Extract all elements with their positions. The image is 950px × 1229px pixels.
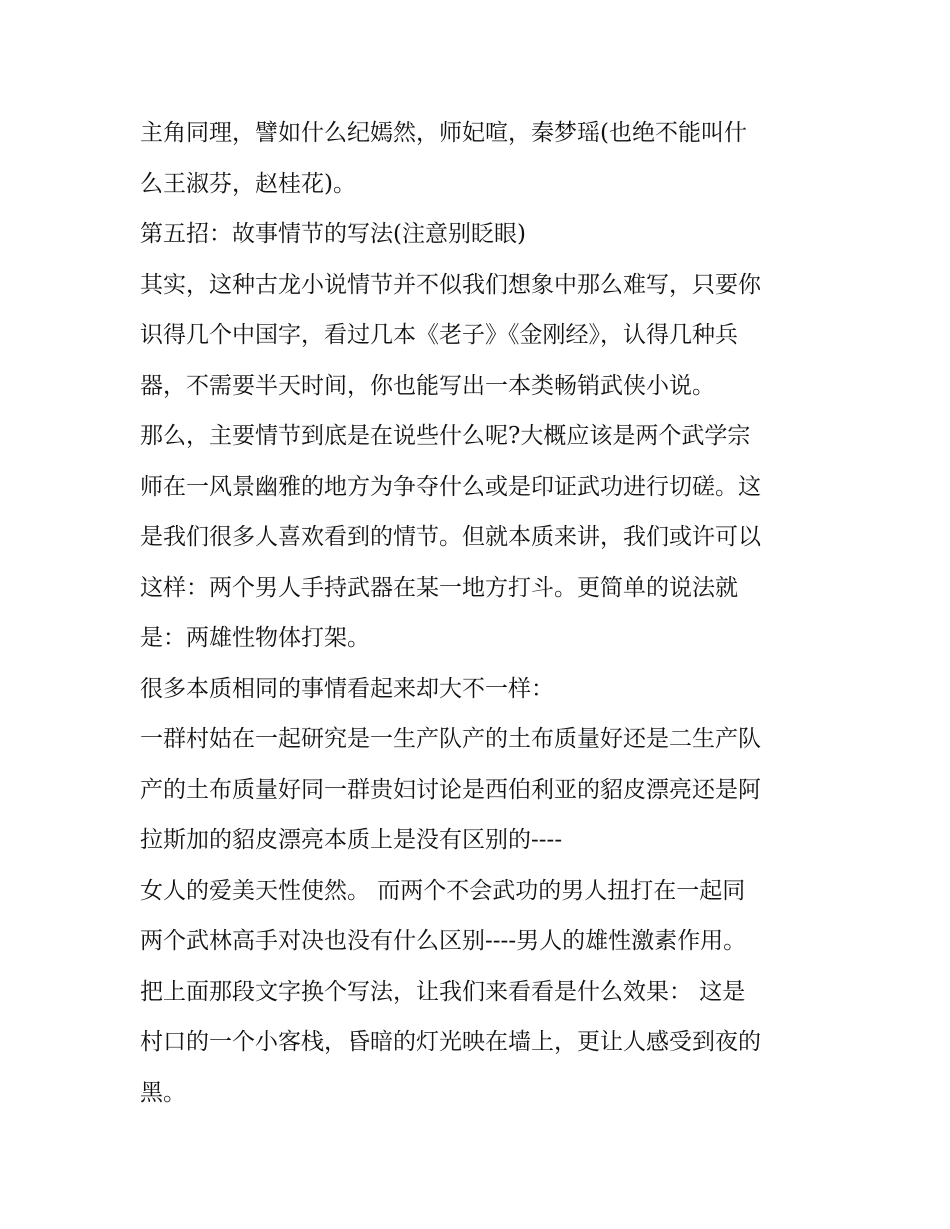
text-line: 一群村姑在一起研究是一生产队产的土布质量好还是二生产队 [140, 726, 761, 752]
text-line: 把上面那段文字换个写法，让我们来看看是什么效果： 这是 [140, 978, 746, 1005]
text-line: 是：两雄性物体打架。 [140, 625, 370, 651]
text-line: 师在一风景幽雅的地方为争夺什么或是印证武功进行切磋。这 [140, 473, 761, 500]
text-line: 女人的爱美天性使然。 而两个不会武功的男人扭打在一起同 [140, 877, 746, 904]
text-line: 器，不需要半天时间，你也能写出一本类畅销武侠小说。 [140, 372, 715, 399]
text-line: 两个武林高手对决也没有什么区别----男人的雄性激素作用。 [140, 928, 747, 954]
section-heading: 第五招：故事情节的写法(注意别眨眼) [140, 221, 526, 247]
text-line: 识得几个中国字，看过几本《老子》《金刚经》，认得几种兵 [140, 322, 738, 348]
text-line: 么王淑芬，赵桂花)。 [140, 170, 356, 197]
text-line: 那么，主要情节到底是在说些什么呢?大概应该是两个武学宗 [140, 423, 751, 449]
text-line: 村口的一个小客栈，昏暗的灯光映在墙上，更让人感受到夜的 [140, 1029, 761, 1055]
text-line: 黑。 [140, 1079, 186, 1106]
text-line: 拉斯加的貂皮漂亮本质上是没有区别的---- [140, 827, 563, 853]
text-line: 其实，这种古龙小说情节并不似我们想象中那么难写，只要你 [140, 271, 761, 298]
text-line: 产的土布质量好同一群贵妇讨论是西伯利亚的貂皮漂亮还是阿 [140, 776, 761, 803]
document-body [140, 108, 820, 1118]
text-line: 主角同理，譬如什么纪嫣然，师妃喧，秦梦瑶(也绝不能叫什 [140, 120, 747, 146]
text-line: 这样：两个男人手持武器在某一地方打斗。更简单的说法就 [140, 574, 738, 601]
text-line: 很多本质相同的事情看起来却大不一样： [140, 675, 554, 702]
text-line: 是我们很多人喜欢看到的情节。但就本质来讲，我们或许可以 [140, 524, 761, 550]
